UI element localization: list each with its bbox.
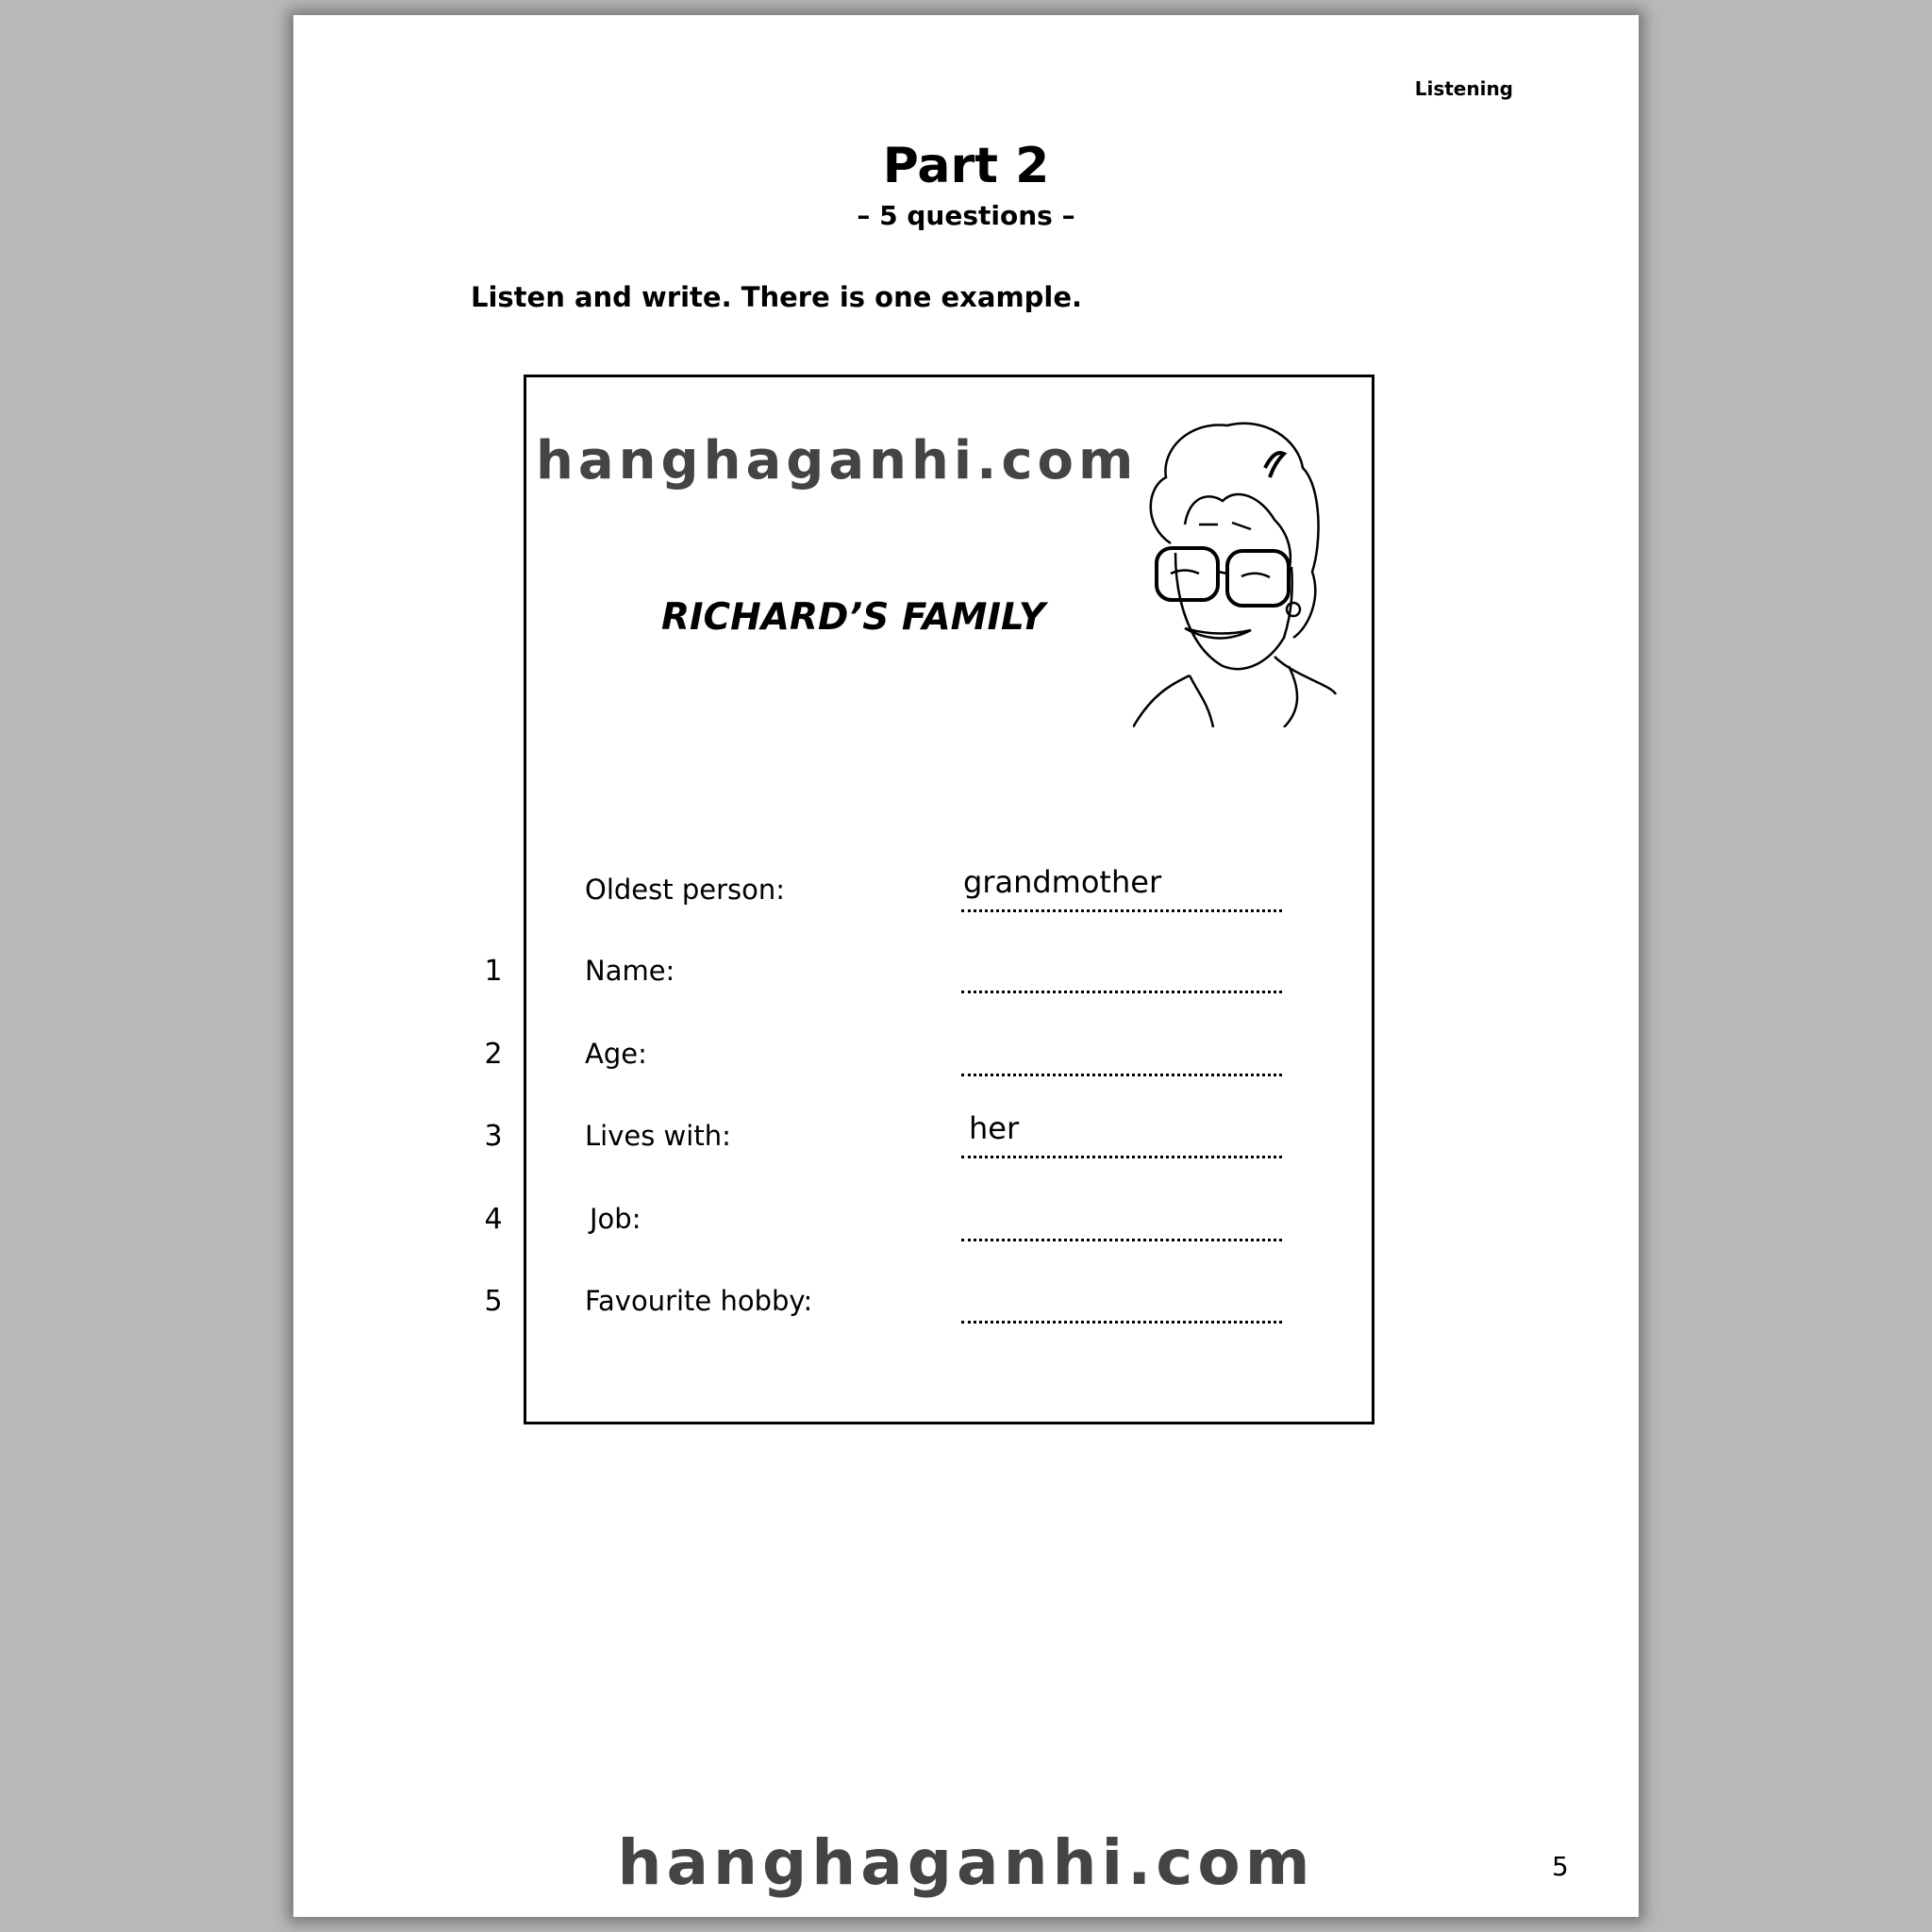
answer-line[interactable] [961,1203,1282,1241]
row-label: Oldest person: [585,874,786,906]
answer-line[interactable] [961,1038,1282,1076]
row-number: 2 [484,1038,503,1071]
answer-line[interactable] [961,955,1282,993]
row-number: 3 [484,1120,503,1153]
watermark-footer: hanghaganhi.com [617,1826,1315,1899]
row-label: Job: [590,1203,641,1235]
row-label: Lives with: [585,1120,731,1152]
worksheet-page [293,15,1639,1917]
section-label: Listening [1414,77,1513,100]
row-number: 4 [484,1203,503,1236]
row-label: Age: [585,1038,647,1070]
answer-text: her [969,1110,1020,1146]
form-heading: RICHARD’S FAMILY [661,596,1046,639]
answer-line[interactable] [961,864,1282,912]
answer-line[interactable] [961,1285,1282,1324]
row-label: Favourite hobby: [585,1285,813,1317]
watermark: hanghaganhi.com [536,430,1139,491]
row-label: Name: [585,955,675,987]
page-title: Part 2 [882,138,1050,194]
grandmother-portrait-icon [1133,411,1341,727]
answer-line[interactable] [961,1110,1282,1158]
answer-text: grandmother [963,864,1162,900]
row-number: 1 [484,955,503,988]
page-number: 5 [1552,1851,1569,1882]
question-count: – 5 questions – [857,200,1075,231]
instruction: Listen and write. There is one example. [471,281,1083,313]
row-number: 5 [484,1285,503,1318]
